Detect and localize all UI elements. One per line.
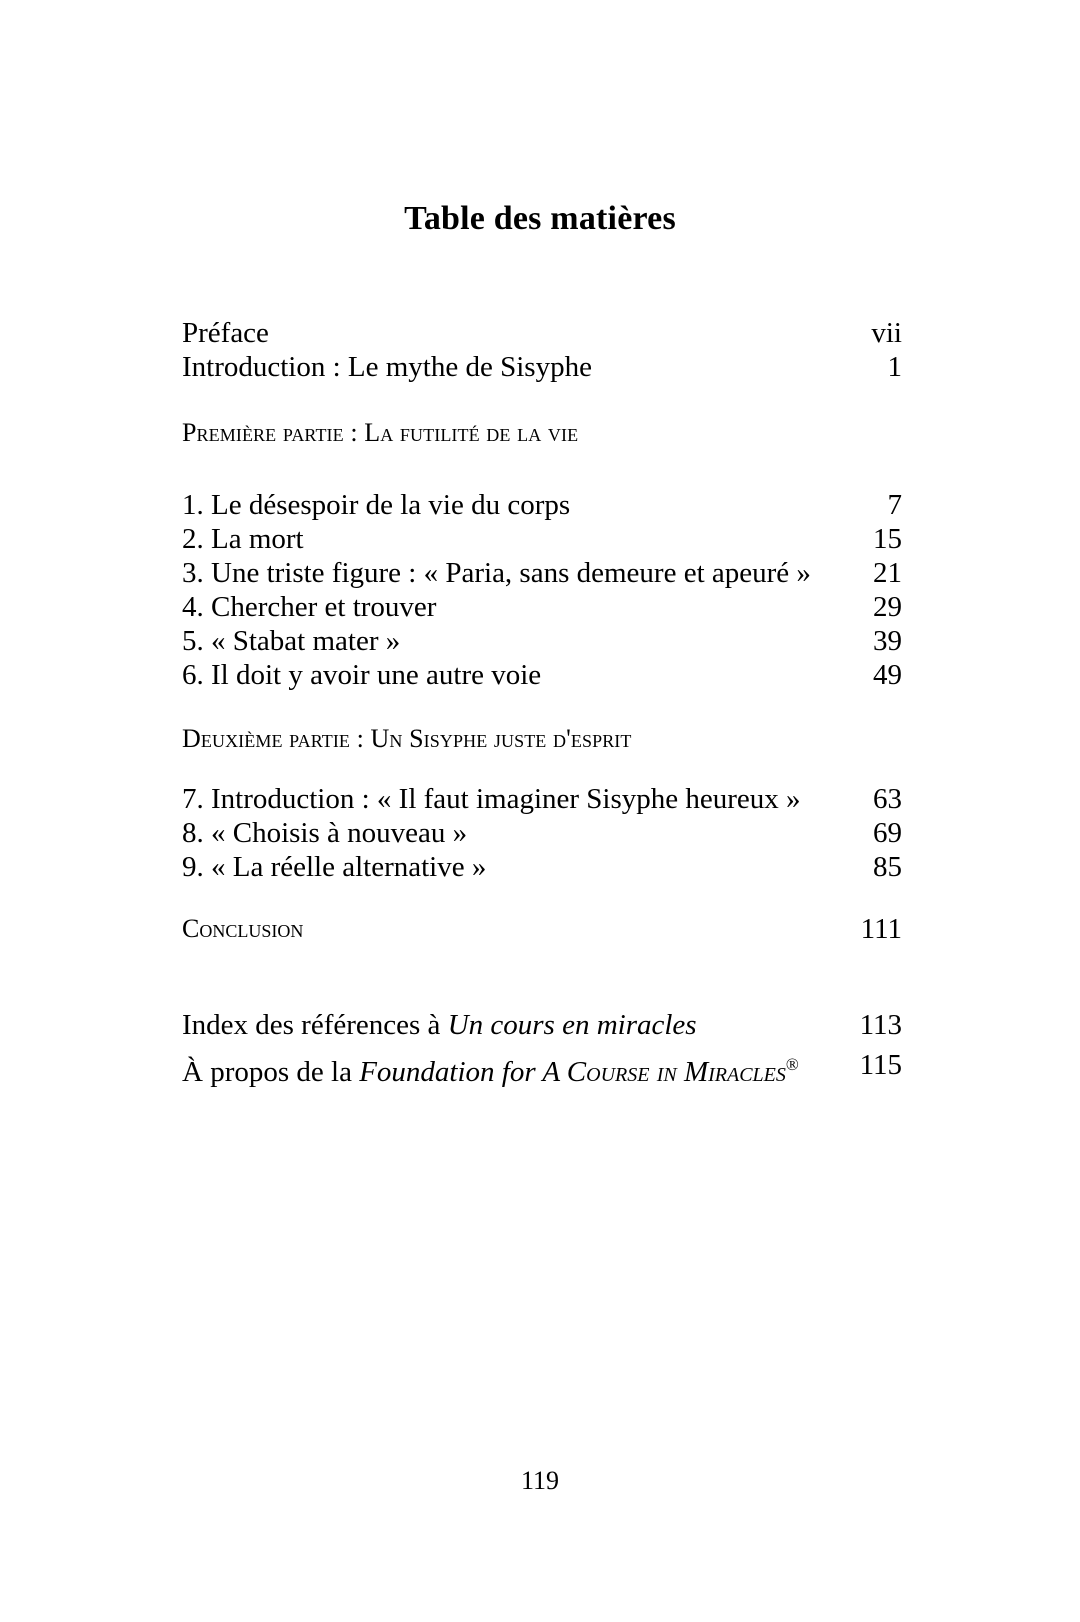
toc-entry-label: 7. Introduction : « Il faut imaginer Sisyphe heureux » xyxy=(182,783,801,815)
toc-entry-page: 69 xyxy=(873,817,902,849)
toc-entry-label: Conclusion xyxy=(182,914,304,943)
toc-entry-page: 111 xyxy=(860,913,902,945)
toc-entry xyxy=(182,488,902,522)
toc-entry-page: 15 xyxy=(873,523,902,555)
about-foundation-name xyxy=(359,1056,786,1088)
toc-entry-page: 63 xyxy=(873,783,902,815)
toc-entry-label: 8. « Choisis à nouveau » xyxy=(182,817,468,849)
toc-entry-page: 1 xyxy=(887,351,902,383)
toc-entry-label: 3. Une triste figure : « Paria, sans demeure et apeuré » xyxy=(182,557,811,589)
page-title: Table des matières xyxy=(404,200,676,237)
part-heading-label: Première partie : La futilité de la vie xyxy=(182,418,579,447)
toc-entry-label: 5. « Stabat mater » xyxy=(182,625,401,657)
part-heading-label: Deuxième partie : Un Sisyphe juste d'esprit xyxy=(182,724,632,753)
toc-entry-label: 6. Il doit y avoir une autre voie xyxy=(182,659,542,691)
toc-entry xyxy=(182,522,902,556)
about-foundation-part-b: Course in Miracles xyxy=(566,1056,786,1088)
toc-entry-page: vii xyxy=(871,317,902,349)
toc-entry-label xyxy=(182,1008,697,1042)
toc-entry-label: 1. Le désespoir de la vie du corps xyxy=(182,489,571,521)
registered-mark: ® xyxy=(785,1055,799,1074)
toc-entry-label xyxy=(182,1048,799,1089)
toc-entry xyxy=(182,624,902,658)
toc-entry-page: 113 xyxy=(859,1009,902,1041)
page-number: 119 xyxy=(520,1466,560,1495)
toc-entry xyxy=(182,816,902,850)
toc-entry-conclusion xyxy=(182,912,902,946)
about-prefix: À propos de la xyxy=(182,1056,360,1088)
toc-entry xyxy=(182,850,902,884)
part-heading-1 xyxy=(182,416,902,450)
toc-entry-label: 9. « La réelle alternative » xyxy=(182,851,487,883)
toc-entry-introduction xyxy=(182,350,902,384)
part-heading-2 xyxy=(182,722,902,756)
toc-entry xyxy=(182,556,902,590)
toc-entry-page: 21 xyxy=(873,557,902,589)
index-prefix: Index des références à xyxy=(182,1009,448,1041)
toc-entry-page: 39 xyxy=(873,625,902,657)
toc-entry-label: 2. La mort xyxy=(182,523,304,555)
toc-entry-label: Introduction : Le mythe de Sisyphe xyxy=(182,351,592,383)
toc-entry-page: 49 xyxy=(873,659,902,691)
toc-entry-preface xyxy=(182,316,902,350)
toc-entry xyxy=(182,590,902,624)
toc-entry-about xyxy=(182,1048,902,1088)
toc-entry xyxy=(182,782,902,816)
toc-entry-label: 4. Chercher et trouver xyxy=(182,591,437,623)
toc-entry-page: 85 xyxy=(873,851,902,883)
toc-entry-page: 29 xyxy=(873,591,902,623)
toc-entry-page: 115 xyxy=(859,1049,902,1081)
toc-entry-label: Préface xyxy=(182,317,269,349)
index-book-title: Un cours en miracles xyxy=(447,1009,697,1041)
toc-entry-page: 7 xyxy=(887,489,902,521)
toc-entry xyxy=(182,658,902,692)
toc-entry-index xyxy=(182,1008,902,1042)
about-foundation-part-a: Foundation for A xyxy=(359,1056,567,1088)
